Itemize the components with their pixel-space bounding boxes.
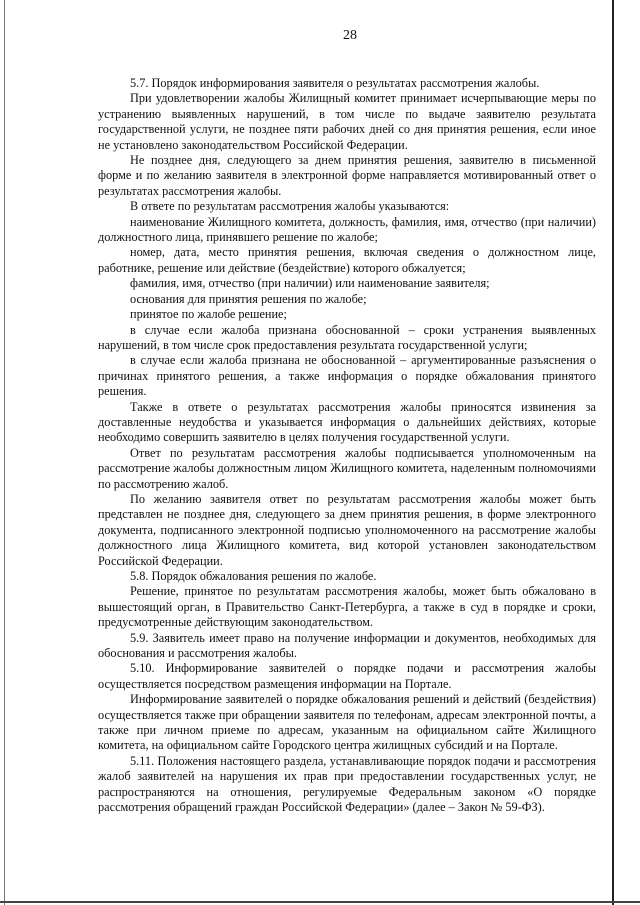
- list-item: наименование Жилищного комитета, должность, фамилия, имя, отчество (при наличии) должностного лица, принявшего решение по жалобе;: [98, 214, 596, 245]
- scan-left-edge: [4, 0, 5, 905]
- list-item: в случае если жалоба признана обоснованной – сроки устранения выявленных нарушений, в том числе срок предоставления результата государственной услуги;: [98, 322, 596, 352]
- list-item: основания для принятия решения по жалобе;: [130, 291, 367, 306]
- paragraph: Также в ответе о результатах рассмотрения жалобы приносятся извинения за доставленные неудобства и указывается информация о дальнейших действиях, которые необходимо совершить заявителю в целях получения государственной услуги.: [98, 399, 596, 445]
- section-5-9: 5.9. Заявитель имеет право на получение информации и документов, необходимых для обоснования и рассмотрения жалобы.: [98, 630, 596, 661]
- scan-right-edge: [612, 0, 614, 905]
- list-item: номер, дата, место принятия решения, включая сведения о должностном лице, работнике, решение или действие (бездействие) которого обжалуется;: [98, 245, 596, 275]
- paragraph: В ответе по результатам рассмотрения жалобы указываются:: [130, 199, 450, 214]
- paragraph: Не позднее дня, следующего за днем принятия решения, заявителю в письменной форме и по желанию заявителя в электронной форме направляется мотивированный ответ о результатах рассмотрения жалобы.: [98, 153, 596, 198]
- scan-bottom-edge: [0, 901, 640, 903]
- page-number: 28: [343, 28, 357, 43]
- paragraph: Информирование заявителей о порядке обжалования решений и действий (бездействия) осуществляется также при обращении заявителя по телефонам, адресам электронной почты, а также при личном приеме по адресам, указанным на официальном сайте Жилищного комитета, на официальном сайте Городского центра жилищных субсидий и на Портале.: [98, 692, 596, 753]
- section-heading-5-8: 5.8. Порядок обжалования решения по жалобе.: [130, 569, 377, 583]
- list-item: в случае если жалоба признана не обоснованной – аргументированные разъяснения о причинах принятого решения, а также информация о порядке обжалования принятого решения.: [98, 353, 596, 399]
- paragraph: При удовлетворении жалобы Жилищный комитет принимает исчерпывающие меры по устранению выявленных нарушений, в том числе по выдаче заявителю результата государственной услуги, не позднее пяти рабочих дней со дня принятия решения, если иное не установлено законодательством Российской Федерации.: [98, 91, 596, 152]
- paragraph: Решение, принятое по результатам рассмотрения жалобы, может быть обжаловано в вышестоящий орган, в Правительство Санкт-Петербурга, а также в суд в порядке и сроки, предусмотренные действующим законодательством.: [98, 584, 596, 630]
- document-body: [98, 76, 596, 816]
- paragraph: Ответ по результатам рассмотрения жалобы подписывается уполномоченным на рассмотрение жалобы должностным лицом Жилищного комитета, наделенным полномочиями по рассмотрению жалоб.: [98, 445, 596, 491]
- section-5-10: 5.10. Информирование заявителей о порядке подачи и рассмотрения жалобы осуществляется посредством размещения информации на Портале.: [98, 661, 596, 691]
- section-5-11: 5.11. Положения настоящего раздела, устанавливающие порядок подачи и рассмотрения жалоб заявителей на нарушения их прав при предоставлении государственных услуг, не распространяются на отношения, регулируемые Федеральным законом «О порядке рассмотрения обращений граждан Российской Федерации» (далее – Закон № 59-ФЗ).: [98, 753, 596, 815]
- paragraph: По желанию заявителя ответ по результатам рассмотрения жалобы может быть представлен не позднее дня, следующего за днем принятия решения, в форме электронного документа, подписанного электронной подписью уполномоченного на рассмотрение жалобы должностного лица Жилищного комитета, вид которой установлен законодательством Российской Федерации.: [98, 491, 596, 568]
- list-item: фамилия, имя, отчество (при наличии) или наименование заявителя;: [130, 276, 490, 291]
- list-item: принятое по жалобе решение;: [130, 307, 287, 322]
- section-heading-5-7: 5.7. Порядок информирования заявителя о результатах рассмотрения жалобы.: [130, 76, 540, 90]
